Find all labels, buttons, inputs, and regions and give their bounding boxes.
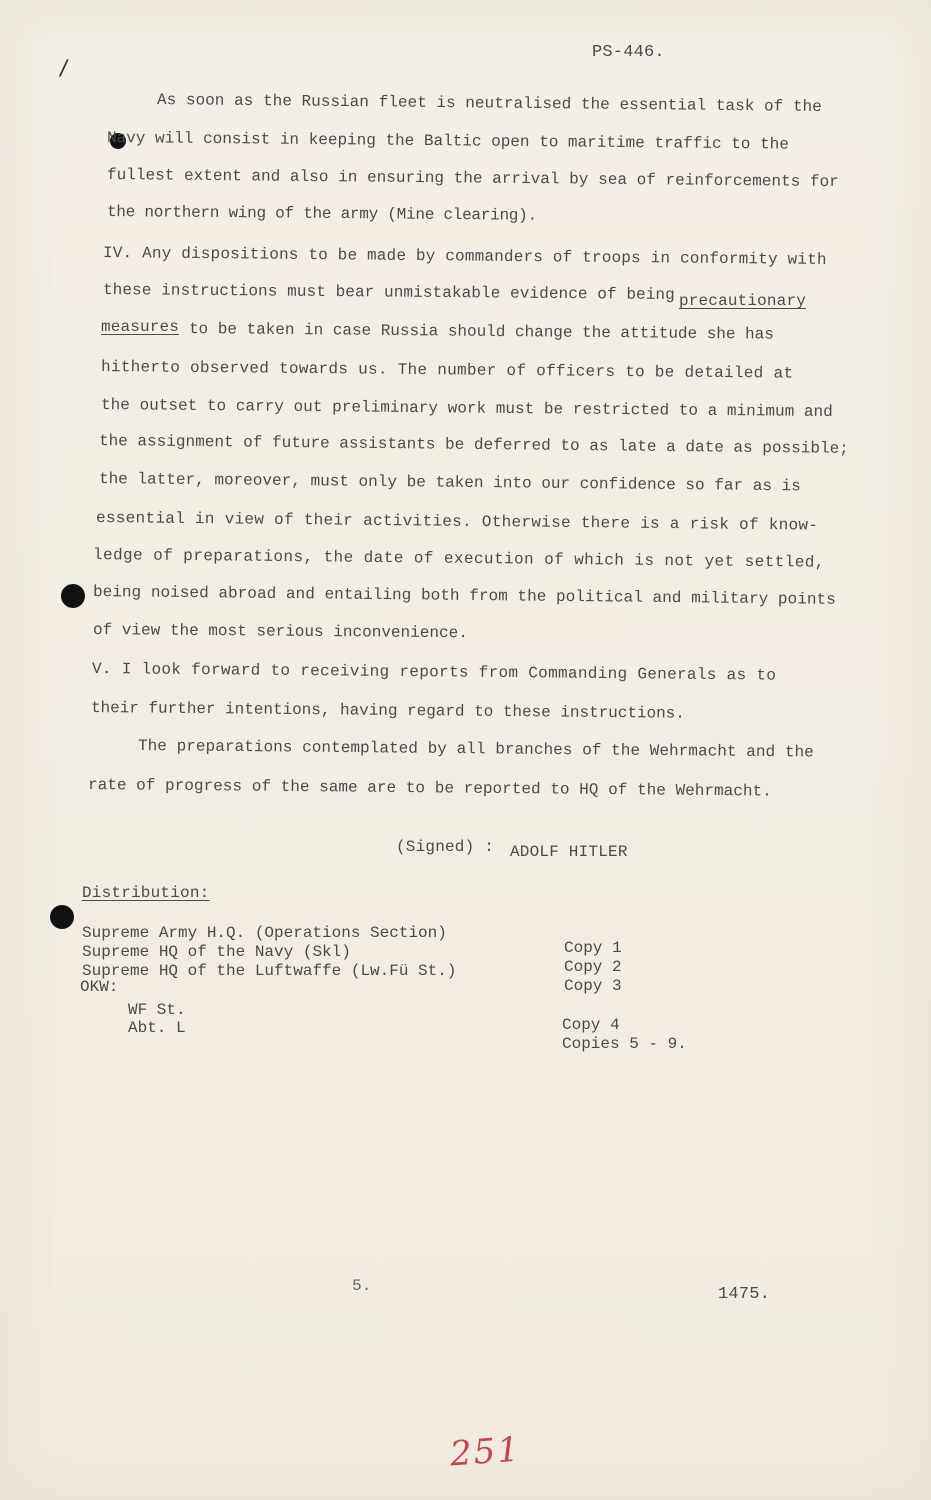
copy-number: Copy 4 (562, 1016, 620, 1034)
document-number: 1475. (718, 1285, 771, 1304)
body-line: these instructions must bear unmistakable evidence of being (102, 281, 675, 304)
document-reference: PS-446. (592, 43, 665, 62)
page-number: 5. (352, 1277, 372, 1295)
body-line: their further intentions, having regard to these instructions. (90, 699, 685, 723)
punch-hole (50, 905, 74, 929)
handwritten-number: 251 (448, 1429, 523, 1475)
body-line: ledge of preparations, the date of execution of which is not yet settled, (92, 546, 825, 572)
distribution-line: Abt. L (128, 1019, 186, 1037)
body-line: the latter, moreover, must only be taken into our confidence so far as is (98, 470, 801, 496)
body-line: As soon as the Russian fleet is neutralised the essential task of the (156, 91, 822, 116)
copy-number: Copy 2 (564, 958, 622, 976)
underlined-word: precautionary (679, 292, 806, 310)
body-line: V. I look forward to receiving reports from Commanding Generals as to (91, 660, 777, 685)
distribution-line: OKW: (80, 978, 119, 996)
copy-number: Copy 1 (564, 939, 622, 957)
signature-label: (Signed) : (396, 838, 495, 856)
copy-number: Copies 5 - 9. (562, 1035, 687, 1053)
distribution-line: Supreme Army H.Q. (Operations Section) (82, 924, 447, 942)
body-line: The preparations contemplated by all branches of the Wehrmacht and the (137, 737, 814, 762)
distribution-line: Supreme HQ of the Navy (Skl) (82, 943, 351, 961)
body-line: hitherto observed towards us. The number of officers to be detailed at (100, 358, 794, 383)
body-line: rate of progress of the same are to be reported to HQ of the Wehrmacht. (87, 776, 772, 801)
body-line: essential in view of their activities. Otherwise there is a risk of know- (95, 509, 819, 535)
body-line-underlined: measures (101, 318, 179, 336)
body-line: IV. Any dispositions to be made by commanders of troops in conformity with (102, 244, 827, 269)
body-line: the northern wing of the army (Mine clearing). (106, 203, 537, 225)
body-line: being noised abroad and entailing both from the political and military points (92, 583, 836, 609)
signature-name: ADOLF HITLER (510, 843, 628, 861)
distribution-heading: Distribution: (82, 884, 210, 902)
distribution-line: WF St. (128, 1001, 186, 1019)
copy-number: Copy 3 (564, 977, 622, 995)
body-line: the assignment of future assistants be deferred to as late a date as possible; (98, 432, 849, 458)
margin-mark: / (58, 55, 70, 82)
punch-hole (61, 584, 85, 608)
body-line: to be taken in case Russia should change the attitude she has (188, 320, 774, 344)
distribution-line: Supreme HQ of the Luftwaffe (Lw.Fü St.) (82, 962, 457, 980)
body-line: of view the most serious inconvenience. (92, 621, 468, 643)
body-line: the outset to carry out preliminary work must be restricted to a minimum and (100, 396, 833, 422)
body-line: fullest extent and also in ensuring the arrival by sea of reinforcements for (106, 166, 839, 192)
body-line: Navy will consist in keeping the Baltic open to maritime traffic to the (106, 129, 789, 154)
